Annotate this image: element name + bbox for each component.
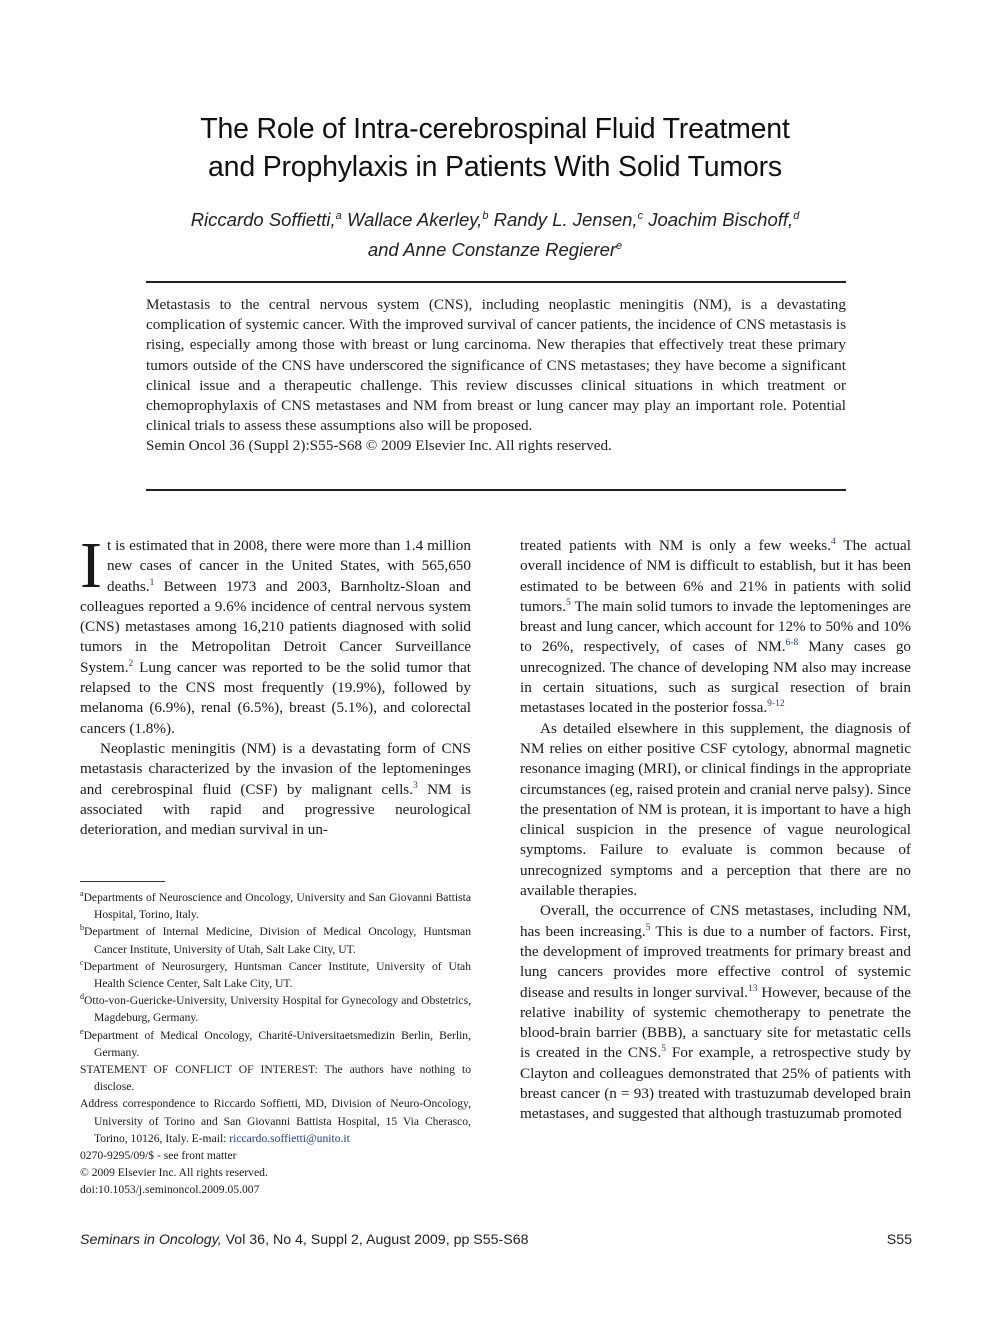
article-title [0,110,990,186]
author-name: and Anne Constanze Regierer [367,239,617,260]
paragraph-runs: Neoplastic meningitis (NM) is a devastating form of CNS metastasis characterized by the invasion of the leptomeninges and cerebrospinal fluid (CSF) by malignant cells.$^3$ NM is associated with rapid and progressive neurological deterioration, and median survival in un- [80,739,472,839]
abstract-top-rule [146,281,846,283]
author-line-1 [0,205,990,235]
copyright-line: © 2009 Elsevier Inc. All rights reserved. [80,1166,268,1180]
reference-link[interactable]: 5 [661,1044,667,1055]
reference-link[interactable]: 5 [645,922,651,933]
author-affiliation-mark: d [793,209,800,222]
affiliation-mark: c [80,957,84,967]
affiliation-text: Department of Neurosurgery, Huntsman Cancer Institute, University of Utah Health Science Center, Salt Lake City, UT. [83,959,471,991]
reference-link[interactable]: 2 [128,658,134,669]
reference-link[interactable]: 9-12 [767,699,785,710]
conflict-statement: STATEMENT OF CONFLICT OF INTEREST: The authors have nothing to disclose. [80,1063,471,1094]
reference-link[interactable]: 4 [831,536,836,547]
author-name: Randy L. Jensen, [493,209,638,230]
affiliation-text: Department of Medical Oncology, Charité-Universitaetsmedizin Berlin, Berlin, Germany. [83,1028,471,1059]
affiliation-a [80,889,471,923]
reference-link[interactable]: 1 [149,577,155,588]
nm-incidence-paragraph [520,536,911,719]
footnote-rule [80,881,165,882]
affiliation-e [80,1027,471,1061]
correspondence-address [80,1095,471,1147]
nm-paragraph [80,739,471,840]
affiliation-text: Departments of Neuroscience and Oncology, University and San Giovanni Battista Hospital, Torino, Italy. [83,891,471,922]
reference-link[interactable]: 5 [566,597,571,608]
journal-name: Seminars in Oncology, [80,1232,222,1248]
right-column [520,536,911,1125]
paragraph-runs: As detailed elsewhere in this supplement, the diagnosis of NM relies on either positive CSF cytology, abnormal magnetic resonance imaging (MRI), or clinical findings in the appropriate circumstances (eg, raised protein and cranial nerve palsy). Since the presentation of NM is protean, it is important to have a high clinical suspicion in the presence of vague neurological symptoms. Failure to evaluate is common because of unrecognized symptoms and a perception that there are no available therapies. [520,719,911,900]
left-column [80,529,472,840]
issn-line: 0270-9295/09/$ - see front matter [80,1149,237,1163]
abstract-bottom-rule [146,489,846,491]
abstract-citation: Semin Oncol 36 (Suppl 2):S55-S68 © 2009 Elsevier Inc. All rights reserved. [146,437,612,455]
occurrence-paragraph [520,901,911,1124]
author-affiliation-mark: c [637,209,644,222]
affiliation-b [80,923,471,957]
affiliation-mark: a [80,889,84,899]
affiliation-mark: e [80,1026,84,1036]
abstract [146,295,846,457]
footnotes [80,889,471,1199]
page-number: S55 [886,1232,912,1248]
author-affiliation-mark: b [482,209,489,222]
abstract-text: Metastasis to the central nervous system (CNS), including neoplastic meningitis (NM), is a devastating complication of systemic cancer. With the improved survival of cancer patients, the incidence of CNS metastasis is rising, especially among those with breast or lung carcinoma. New therapies that effectively treat these primary tumors outside of the CNS have underscored the significance of CNS metastases; they have become a significant clinical issue and a therapeutic challenge. This review discusses clinical situations in which treatment or chemoprophylaxis of CNS metastases and NM from breast or lung cancer may play an important role. Potential clinical trials to assess these assumptions also will be proposed. [146,296,846,435]
author-name: Riccardo Soffietti, [190,209,336,230]
affiliation-mark: d [80,992,84,1002]
doi-line: doi:10.1053/j.seminoncol.2009.05.007 [80,1183,260,1197]
affiliation-c [80,958,471,992]
affiliation-mark: b [80,923,84,933]
author-affiliation-mark: a [335,209,342,222]
reference-link[interactable]: 13 [748,983,758,994]
title-line-1: The Role of Intra-cerebrospinal Fluid Treatment [200,113,790,145]
author-name: Wallace Akerley, [346,209,483,230]
author-name: Joachim Bischoff, [648,209,794,230]
author-line-2 [0,235,990,265]
intro-paragraph [80,529,471,739]
title-line-2: and Prophylaxis in Patients With Solid Tumors [208,151,782,183]
email-link[interactable]: riccardo.soffietti@unito.it [229,1131,350,1145]
reference-link[interactable]: 3 [413,780,418,791]
diagnosis-paragraph [520,719,911,902]
paragraph-runs: t is estimated that in 2008, there were more than 1.4 million new cases of cancer in the United States, with 565,650 deaths.$^1$ Between 1973 and 2003, Barnholtz-Sloan and colleagues reported a 9.6% incidence of central nervous system (CNS) metastases among 16,210 patients diagnosed with solid tumors in the Metropolitan Detroit Cancer Surveillance System.$^2$ Lung cancer was reported to be the solid tumor that relapsed to the CNS most frequently (19.9%), followed by melanoma (6.9%), renal (6.5%), breast (5.1%), and colorectal cancers (1.8%). [80,537,471,737]
paragraph-runs: treated patients with NM is only a few weeks.$^4$ The actual overall incidence of NM is difficult to establish, but it has been estimated to be between 6% and 21% in patients with solid tumors.$^5$ The main solid tumors to invade the leptomeninges are breast and lung cancer, which account for 12% to 50% and 10% to 26%, respectively, of cases of NM.$^{6-8}$ Many cases go unrecognized. The chance of developing NM also may increase in certain situations, such as surgical resection of brain metastases located in the posterior fossa.$^{9-12}$ [520,536,912,717]
paragraph-runs: Overall, the occurrence of CNS metastases, including NM, has been increasing.$^5$ This is due to a number of factors. First, the development of improved treatments for primary breast and lung cancers provides more effective control of systemic disease and results in longer survival.$^{13}$ However, because of the relative inability of systemic chemotherapy to penetrate the blood-brain barrier (BBB), a sanctuary site for metastatic cells is created in the CNS.$^5$ For example, a retrospective study by Clayton and colleagues demonstrated that 25% of patients with breast cancer (n = 93) treated with trastuzumab developed brain metastases, and suggested that although trastuzumab promoted [520,902,912,1123]
author-affiliation-mark: e [616,239,623,252]
author-list [0,205,990,265]
affiliation-d [80,992,471,1026]
journal-citation [80,1232,529,1248]
address-text: Address correspondence to Riccardo Soffietti, MD, Division of Neuro-Oncology, University of Torino and San Giovanni Battista Hospital, 15 Via Cherasco, Torino, 10126, Italy. E-mail: [80,1097,471,1145]
affiliation-text: Otto-von-Guericke-University, University Hospital for Gynecology and Obstetrics, Magdeburg, Germany. [84,994,471,1025]
issue-details: Vol 36, No 4, Suppl 2, August 2009, pp S55-S68 [221,1232,529,1248]
page-footer [80,1232,912,1248]
affiliation-text: Department of Internal Medicine, Division of Medical Oncology, Huntsman Cancer Institute, University of Utah, Salt Lake City, UT. [84,925,471,956]
reference-link[interactable]: 6-8 [785,638,799,649]
drop-cap: I [80,529,102,602]
